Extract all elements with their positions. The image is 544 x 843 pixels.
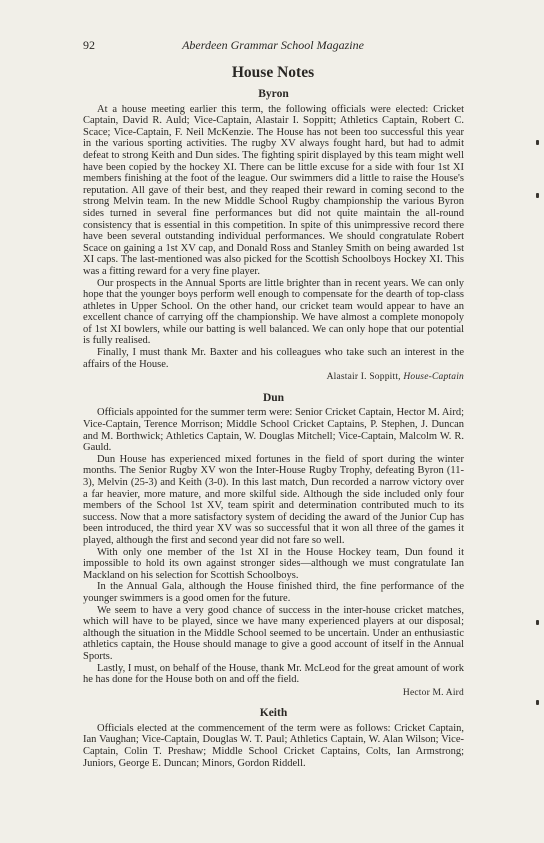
article-body [83,89,464,769]
paragraph: Officials elected at the commencement of the term were as follows: Cricket Captain, Ian Vaughan; Vice-Captain, Douglas W. T. Paul; Athletics Captain, W. Alan Wilson; Vice-Captain, Colin T. Preshaw; Middle School Cricket Captains, Colts, Ian Armstrong; Juniors, George E. Duncan; Minors, Gordon Riddell. [83,722,464,769]
signature-name: Hector M. Aird [402,687,464,698]
signature-role: House-Captain [403,372,464,383]
paragraph: At a house meeting earlier this term, the following officials were elected: Cricket Captain, David R. Auld; Vice-Captain, Alastair I. Soppitt; Athletics Captain, Robert C. Scace; Vice-Captain, F. Neil McKenzie. The House has not been too successful this year in the various sporting activities. The rugby XV always fought hard, but had to admit defeat to strong Keith and Dun sides. The fighting spirit displayed by this team might well have been copied by the hockey XI. There can be little excuse for a side with four 1st XI members finishing at the foot of the league. Our swimmers did a little to raise the House's reputation. All gave of their best, and they reaped their reward in coming second to the strong Melvin team. In the new Middle School Rugby championship the various Byron sides turned in several fine performances but did not quite maintain the all-round consistency that is essential in this competition. In spite of this unimpressive record there have been several outstanding individual performances. We should congratulate Robert Scace on gaining a 1st XV cap, and Donald Ross and Stanley Smith on being awarded 1st XI caps. The last-mentioned was also picked for the Scottish Schoolboys Hockey XI. This was a fitting reward for a very fine player. [83,103,464,277]
page-headline: House Notes [231,64,315,81]
signature-byron [83,372,464,384]
paragraph: Finally, I must thank Mr. Baxter and his colleagues who take such an interest in the affairs of the House. [83,347,464,370]
paragraph: In the Annual Gala, although the House finished third, the fine performance of the younger swimmers is a good omen for the future. [83,581,464,604]
margin-mark [536,620,539,625]
paragraph: With only one member of the 1st XI in the House Hockey team, Dun found it impossible to hold its own against stronger sides—although we must congratulate Ian Mackland on his selection for Scottish Schoolboys. [83,546,464,581]
page-number: 92 [83,38,95,52]
paragraph: Our prospects in the Annual Sports are little brighter than in recent years. We can only hope that the younger boys perform well enough to compensate for the dearth of top-class athletes in Upper School. On the other hand, our cricket team would appear to have an excellent chance of carrying off the championship. We have almost a complete monopoly of 1st XI bowlers, while our batting is well balanced. We can only hope that our potential is fully realised. [83,277,464,347]
paragraph: Dun House has experienced mixed fortunes in the field of sport during the winter months. The Senior Rugby XV won the Inter-House Rugby Trophy, defeating Byron (11-3), Melvin (25-3) and Keith (3-0). In this last match, Dun recorded a narrow victory over a far heavier, more mature, and more skilful side. Although the side included only four members of the School 1st XV, team spirit and determination contributed much to its success. Now that a more satisfactory system of deciding the award of the Junior Cup has been introduced, the third year XV was so successful that it won all three of the games it played, although the first and second year did not fare so well. [83,453,464,546]
paragraph: Lastly, I must, on behalf of the House, thank Mr. McLeod for the great amount of work he has done for the House both on and off the field. [83,662,464,686]
margin-mark [536,140,539,145]
signature-name: Alastair I. Soppitt, [326,372,401,383]
margin-mark [536,700,539,705]
section-title-keith: Keith [259,707,288,720]
journal-title: Aberdeen Grammar School Magazine [182,38,364,52]
section-title-byron: Byron [258,88,289,100]
signature-dun [83,688,464,700]
paragraph: We seem to have a very good chance of success in the inter-house cricket matches, which will have to be played, since we have many experienced players at our disposal; although the situation in the Middle School seemed to be uncertain. Under an enthusiastic athletics captain, the House should manage to give a good account of itself in the Annual Sports. [83,604,464,662]
paragraph: Officials appointed for the summer term were: Senior Cricket Captain, Hector M. Aird; Vice-Captain, Terence Morrison; Middle School Cricket Captains, P. Stephen, J. Duncan and M. Borthwick; Athletics Captain, W. Douglas Mitchell; Vice-Captain, Malcolm W. R. Gauld. [83,407,464,454]
section-title-dun: Dun [262,391,285,404]
margin-mark [536,193,539,198]
running-head [83,38,463,54]
